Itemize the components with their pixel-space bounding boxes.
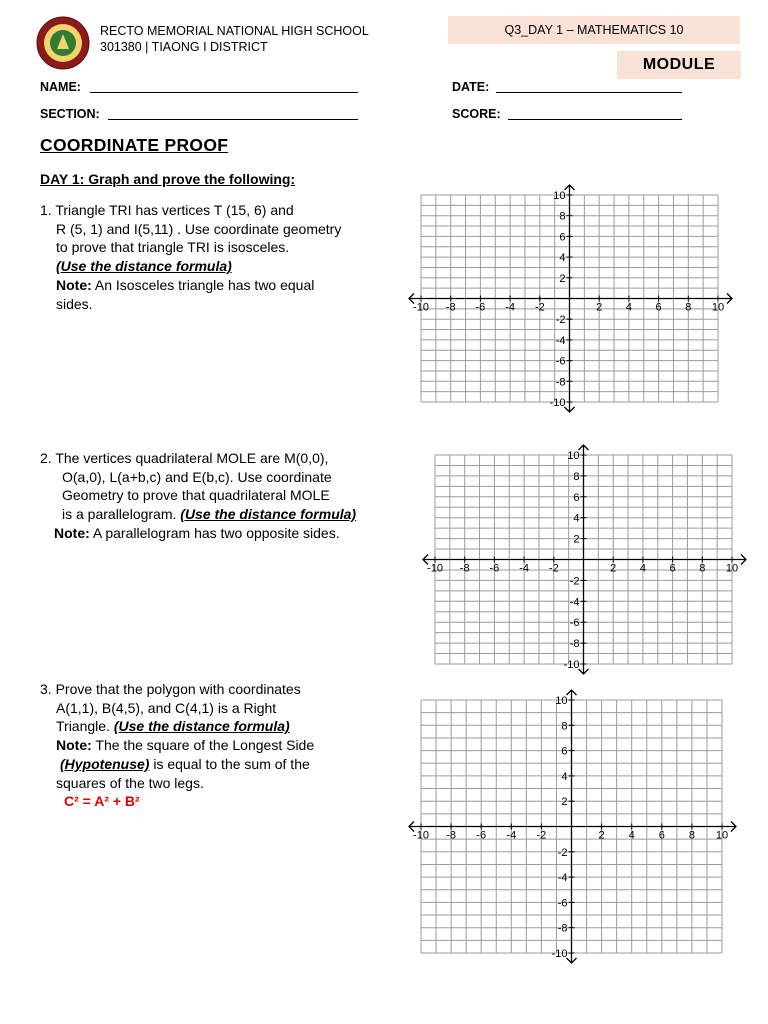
grid1-x-tick-label: 10 (711, 301, 725, 314)
q3-note-text: The the square of the Longest Side (91, 737, 315, 754)
grid3-y-tick-label: -2 (557, 846, 568, 859)
q3-line-6: squares of the two legs. (56, 774, 204, 791)
grid1-y-tick-label: 4 (559, 252, 566, 265)
grid3-x-tick-label: -2 (536, 829, 547, 842)
q1-line-6: sides. (56, 295, 93, 312)
grid2-x-tick-label: 2 (610, 562, 617, 575)
grid2-y-tick-label: 4 (573, 512, 580, 525)
question-1 (40, 201, 341, 313)
grid3-y-tick-label: 2 (561, 796, 568, 809)
q2-line-3: Geometry to prove that quadrilateral MOLE (62, 487, 330, 504)
coordinate-grid-1[interactable] (405, 185, 735, 410)
q2-note-text: A parallelogram has two opposite sides. (89, 524, 340, 541)
grid2-y-tick-label: -2 (569, 575, 580, 588)
q1-line-3: to prove that triangle TRI is isosceles. (56, 239, 290, 256)
page-title: COORDINATE PROOF (40, 135, 229, 155)
grid1-x-tick-label: -2 (534, 301, 545, 314)
school-id-district: 301380 | TIAONG I DISTRICT (100, 40, 268, 54)
name-field[interactable] (90, 80, 358, 93)
q3-hint: (Use the distance formula) (113, 718, 290, 735)
grid1-y-tick-label: 2 (559, 272, 566, 285)
grid3-x-tick-label: -10 (413, 829, 429, 842)
grid2-y-tick-label: -8 (569, 638, 580, 651)
grid2-y-tick-label: 8 (573, 470, 580, 483)
school-name: RECTO MEMORIAL NATIONAL HIGH SCHOOL (100, 24, 369, 38)
grid2-y-tick-label: 10 (567, 450, 580, 462)
name-label: NAME: (40, 80, 81, 94)
grid3-x-tick-label: 8 (688, 829, 695, 842)
grid2-x-tick-label: 4 (639, 562, 646, 575)
q3-formula: C² = A² + B² (64, 793, 140, 810)
q1-note-text: An Isosceles triangle has two equal (91, 276, 315, 293)
grid2-y-tick-label: 2 (573, 533, 580, 546)
grid3-y-tick-label: 6 (561, 745, 568, 758)
q3-note-label: Note: (56, 737, 92, 754)
grid3-x-tick-label: -6 (476, 829, 487, 842)
grid1-y-tick-label: 10 (553, 190, 566, 202)
grid1-x-tick-label: 2 (596, 301, 603, 314)
grid2-x-tick-label: -4 (519, 562, 529, 575)
q2-line-2: O(a,0), L(a+b,c) and E(b,c). Use coordinate (62, 468, 332, 485)
grid2-x-tick-label: -8 (459, 562, 470, 575)
q3-line-1: 3. Prove that the polygon with coordinates (40, 681, 301, 697)
grid1-y-tick-label: 8 (559, 210, 566, 223)
q3-line-5: is equal to the sum of the (149, 755, 310, 772)
question-2 (40, 449, 356, 543)
grid2-y-tick-label: -6 (569, 617, 580, 630)
quarter-day-subject-tag: Q3_DAY 1 – MATHEMATICS 10 (448, 16, 740, 44)
grid3-x-tick-label: -8 (446, 829, 456, 842)
grid2-x-tick-label: -2 (548, 562, 559, 575)
grid2-y-tick-label: 6 (573, 491, 580, 504)
grid3-y-tick-label: -10 (551, 948, 568, 960)
q1-line-2: R (5, 1) and I(5,11) . Use coordinate geometry (56, 220, 342, 237)
q2-note-label: Note: (54, 524, 90, 541)
grid1-x-tick-label: -10 (413, 301, 429, 314)
grid2-x-tick-label: 8 (699, 562, 706, 575)
score-label: SCORE: (452, 107, 501, 121)
grid1-x-tick-label: 4 (625, 301, 632, 314)
grid1-y-tick-label: -4 (555, 334, 566, 347)
grid3-y-tick-label: 4 (561, 770, 568, 783)
grid2-y-tick-label: -10 (563, 659, 580, 671)
question-3 (40, 680, 314, 811)
module-label: MODULE (617, 51, 741, 79)
grid3-x-tick-label: -4 (506, 829, 517, 842)
q3-hypotenuse: (Hypotenuse) (60, 755, 150, 772)
grid1-x-tick-label: -6 (475, 301, 486, 314)
grid3-x-tick-label: 10 (715, 829, 729, 842)
grid3-y-tick-label: 10 (555, 695, 568, 707)
grid2-y-tick-label: -4 (569, 596, 580, 609)
q1-line-1: 1. Triangle TRI has vertices T (15, 6) and (40, 202, 294, 218)
grid1-x-tick-label: -4 (505, 301, 515, 314)
coordinate-grid-2[interactable] (425, 445, 740, 670)
grid3-y-tick-label: 8 (561, 720, 568, 733)
grid2-x-tick-label: 10 (725, 562, 739, 575)
section-field[interactable] (108, 107, 358, 120)
date-label: DATE: (452, 80, 490, 94)
grid3-y-tick-label: -4 (557, 872, 568, 885)
grid3-x-tick-label: 4 (628, 829, 635, 842)
grid2-x-tick-label: -10 (427, 562, 443, 575)
grid1-y-tick-label: -10 (549, 397, 566, 409)
q1-hint: (Use the distance formula) (56, 258, 232, 275)
grid1-y-tick-label: -8 (555, 376, 566, 389)
q2-line-1: 2. The vertices quadrilateral MOLE are M(0,0), (40, 450, 329, 466)
q1-note-label: Note: (56, 276, 92, 293)
grid3-x-tick-label: 6 (658, 829, 665, 842)
q2-hint: (Use the distance formula) (180, 506, 357, 523)
grid1-y-tick-label: 6 (559, 231, 566, 244)
section-label: SECTION: (40, 107, 100, 121)
grid1-y-tick-label: -6 (555, 355, 566, 368)
score-field[interactable] (508, 107, 682, 120)
q3-line-2: A(1,1), B(4,5), and C(4,1) is a Right (56, 699, 277, 716)
grid3-y-tick-label: -8 (557, 922, 568, 935)
grid2-x-tick-label: -6 (489, 562, 500, 575)
q2-line-4: is a parallelogram. (62, 506, 181, 523)
grid1-y-tick-label: -2 (555, 314, 566, 327)
date-field[interactable] (496, 80, 682, 93)
grid1-x-tick-label: 8 (685, 301, 692, 314)
q3-line-3: Triangle. (56, 718, 114, 735)
grid1-x-tick-label: -8 (445, 301, 456, 314)
coordinate-grid-3[interactable] (405, 690, 740, 965)
school-seal-logo (36, 16, 90, 70)
grid3-y-tick-label: -6 (557, 897, 568, 910)
grid1-x-tick-label: 6 (655, 301, 662, 314)
grid2-x-tick-label: 6 (669, 562, 676, 575)
grid3-x-tick-label: 2 (598, 829, 605, 842)
day-heading: DAY 1: Graph and prove the following: (40, 171, 296, 187)
